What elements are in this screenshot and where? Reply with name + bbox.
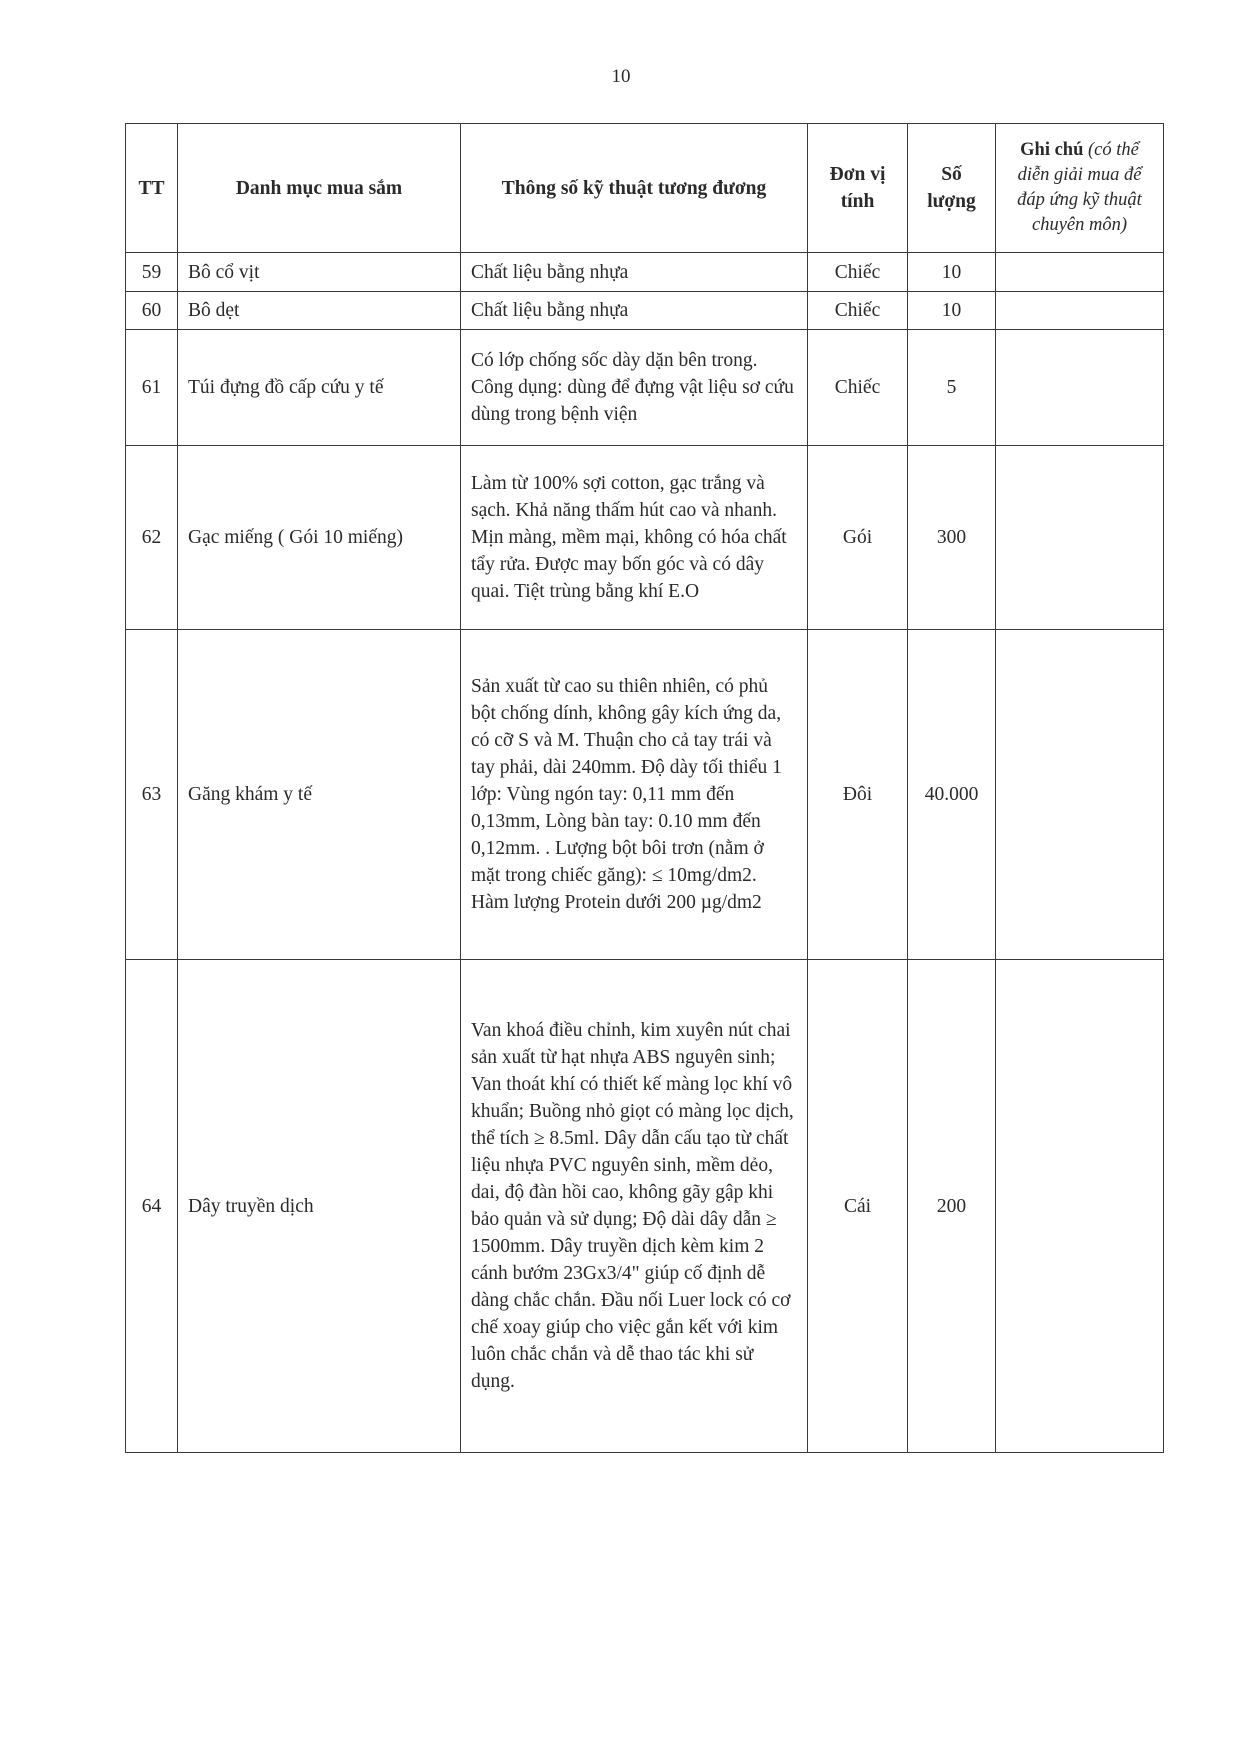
row-spec: Van khoá điều chỉnh, kim xuyên nút chai sản xuất từ hạt nhựa ABS nguyên sinh; Van thoát khí có thiết kế màng lọc khí vô khuẩn; Buồng nhỏ giọt có màng lọc dịch, thể tích ≥ 8.5ml. Dây dẫn cấu tạo từ chất liệu nhựa PVC nguyên sinh, mềm dẻo, dai, độ đàn hồi cao, không gãy gập khi bảo quản và sử dụng; Độ dài dây dẫn ≥ 1500mm. Dây truyền dịch kèm kim 2 cánh bướm 23Gx3/4" giúp cố định dễ dàng chắc chắn. Đầu nối Luer lock có cơ chế xoay giúp cho việc gắn kết với kim luôn chắc chắn và dễ thao tác khi sử dụng. (461, 960, 808, 1453)
row-unit: Cái (808, 960, 908, 1453)
row-name: Gạc miếng ( Gói 10 miếng) (178, 446, 461, 630)
header-spec: Thông số kỹ thuật tương đương (461, 124, 808, 253)
row-name: Dây truyền dịch (178, 960, 461, 1453)
header-tt: TT (126, 124, 178, 253)
table-row (126, 292, 1164, 330)
row-spec: Làm từ 100% sợi cotton, gạc trắng và sạch. Khả năng thấm hút cao và nhanh. Mịn màng, mềm mại, không có hóa chất tẩy rửa. Được may bốn góc và có dây quai. Tiệt trùng bằng khí E.O (461, 446, 808, 630)
row-spec: Chất liệu bằng nhựa (461, 292, 808, 330)
row-qty: 200 (908, 960, 996, 1453)
row-name: Bô cổ vịt (178, 253, 461, 292)
row-note (996, 630, 1164, 960)
row-qty: 300 (908, 446, 996, 630)
row-note (996, 960, 1164, 1453)
row-tt: 60 (126, 292, 178, 330)
row-note (996, 446, 1164, 630)
row-note (996, 292, 1164, 330)
table-header-row (126, 124, 1164, 253)
row-qty: 10 (908, 253, 996, 292)
page-number: 10 (611, 66, 631, 87)
row-spec: Sản xuất từ cao su thiên nhiên, có phủ bột chống dính, không gây kích ứng da, có cỡ S và M. Thuận cho cả tay trái và tay phải, dài 240mm. Độ dày tối thiểu 1 lớp: Vùng ngón tay: 0,11 mm đến 0,13mm, Lòng bàn tay: 0.10 mm đến 0,12mm. . Lượng bột bôi trơn (nằm ở mặt trong chiếc găng): ≤ 10mg/dm2. Hàm lượng Protein dưới 200 µg/dm2 (461, 630, 808, 960)
row-tt: 62 (126, 446, 178, 630)
row-unit: Chiếc (808, 292, 908, 330)
header-note-label: Ghi chú (1020, 140, 1084, 160)
row-qty: 10 (908, 292, 996, 330)
header-note (996, 124, 1164, 253)
row-qty: 40.000 (908, 630, 996, 960)
header-name: Danh mục mua sắm (178, 124, 461, 253)
table-row (126, 630, 1164, 960)
header-note-detail: (có thể diễn giải mua để đáp ứng kỹ thuật chuyên môn) (1017, 140, 1142, 235)
row-name: Găng khám y tế (178, 630, 461, 960)
row-unit: Chiếc (808, 330, 908, 446)
row-name: Bô dẹt (178, 292, 461, 330)
row-tt: 64 (126, 960, 178, 1453)
row-unit: Đôi (808, 630, 908, 960)
row-tt: 63 (126, 630, 178, 960)
row-tt: 61 (126, 330, 178, 446)
row-qty: 5 (908, 330, 996, 446)
row-unit: Chiếc (808, 253, 908, 292)
table-row (126, 253, 1164, 292)
row-unit: Gói (808, 446, 908, 630)
procurement-table (125, 123, 1164, 1453)
header-unit: Đơn vị tính (808, 124, 908, 253)
row-note (996, 330, 1164, 446)
table-row (126, 446, 1164, 630)
row-spec: Chất liệu bằng nhựa (461, 253, 808, 292)
row-spec: Có lớp chống sốc dày dặn bên trong. Công dụng: dùng để đựng vật liệu sơ cứu dùng trong bệnh viện (461, 330, 808, 446)
row-tt: 59 (126, 253, 178, 292)
row-note (996, 253, 1164, 292)
header-qty: Số lượng (908, 124, 996, 253)
table-row (126, 960, 1164, 1453)
table-row (126, 330, 1164, 446)
row-name: Túi đựng đồ cấp cứu y tế (178, 330, 461, 446)
